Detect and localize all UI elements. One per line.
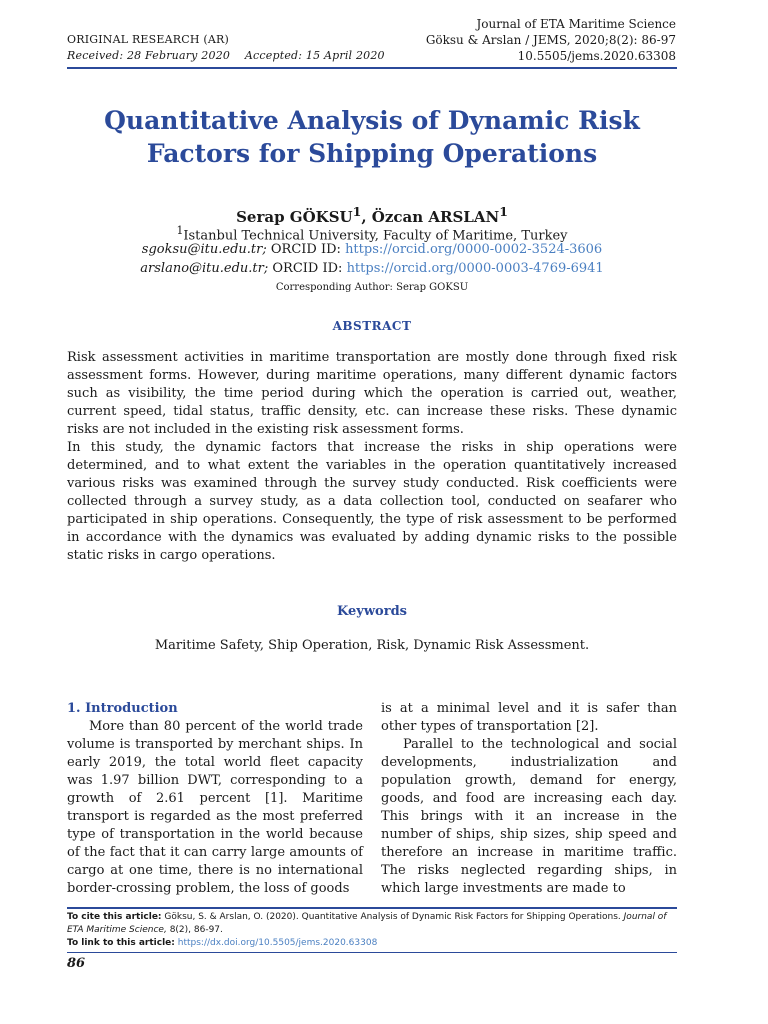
keywords-text: Maritime Safety, Ship Operation, Risk, Dynamic Risk Assessment. [154, 638, 590, 653]
footer-bottom-divider [67, 952, 677, 953]
abstract-body [67, 349, 677, 565]
email-1[interactable]: sgoksu@itu.edu.tr; [141, 242, 267, 257]
body-paragraph: is at a minimal level and it is safer than other types of transportation [2]. [381, 701, 677, 734]
body-paragraph: Parallel to the technological and social developments, industrialization and population growth, demand for energy, goods, and food are increasing each day. This brings with it an increase in the number of ships, ship sizes, ship speed and therefore an increase in maritime traffic. The risks neglected regarding ships, in which large investments are made to [381, 737, 677, 896]
abstract-paragraph-2: In this study, the dynamic factors that increase the risks in ship operations were determined, and to what extent the variables in the operation quantitatively increased various risks was examined through the survey study conducted. Risk coefficients were collected through a survey study, as a data collection tool, conducted on seafarer who participated in ship operations. Consequently, the type of risk assessment to be performed in accordance with the dynamics was evaluated by adding dynamic risks to the possible static risks in cargo operations. [67, 440, 677, 563]
header-divider [67, 67, 677, 69]
author-1-contact [67, 242, 677, 257]
article-meta [67, 32, 385, 64]
author-1: Serap GÖKSU [236, 208, 353, 226]
corresponding-author: Corresponding Author: Serap GOKSU [275, 282, 469, 293]
cite-line [67, 911, 677, 937]
cite-journal: Journal of ETA Maritime Science, [67, 912, 667, 935]
orcid-label-2: ORCID ID: [272, 261, 343, 276]
keywords-heading: Keywords [337, 604, 407, 619]
author-2-sup: 1 [499, 204, 508, 219]
article-type: ORIGINAL RESEARCH (AR) [67, 33, 229, 46]
orcid-link-2[interactable]: https://orcid.org/0000-0003-4769-6941 [346, 261, 604, 276]
doi: 10.5505/jems.2020.63308 [517, 49, 676, 63]
title-line-2: Factors for Shipping Operations [146, 139, 598, 168]
journal-info [426, 16, 676, 64]
body-column-right [381, 700, 677, 898]
orcid-label-1: ORCID ID: [270, 242, 341, 257]
affiliation [67, 224, 677, 243]
email-2[interactable]: arslano@itu.edu.tr; [140, 261, 269, 276]
article-doi-link[interactable]: https://dx.doi.org/10.5505/jems.2020.63308 [177, 938, 378, 948]
citation-footer [67, 911, 677, 950]
body-paragraph: More than 80 percent of the world trade volume is transported by merchant ships. In early 2019, the total world fleet capacity was 1.97 billion DWT, corresponding to a growth of 2.61 percent [1]. Maritime transport is regarded as the most preferred type of transportation in the world because of the fact that it can carry large amounts of cargo at one time, there is no international border-crossing problem, the loss of goods [67, 719, 363, 896]
cite-label: To cite this article: [67, 912, 162, 922]
link-line [67, 937, 677, 950]
author-2-contact [67, 261, 677, 276]
link-label: To link to this article: [67, 938, 175, 948]
cite-text: Göksu, S. & Arslan, O. (2020). Quantitative Analysis of Dynamic Risk Factors for Shipping Operations. [164, 912, 621, 922]
title-line-1: Quantitative Analysis of Dynamic Risk [104, 106, 640, 135]
author-list: Serap GÖKSU$^1$, Özcan ARSLAN$^1$ [236, 204, 508, 226]
section-heading-introduction: 1. Introduction [67, 701, 178, 716]
citation-short: Göksu & Arslan / JEMS, 2020;8(2): 86-97 [425, 33, 676, 47]
affiliation-sup: 1 [176, 224, 184, 237]
orcid-link-1[interactable]: https://orcid.org/0000-0002-3524-3606 [345, 242, 603, 257]
dates [67, 48, 385, 64]
accepted-date: Accepted: 15 April 2020 [244, 49, 385, 62]
abstract-paragraph-1: Risk assessment activities in maritime transportation are mostly done through fixed risk assessment forms. However, during maritime operations, many different dynamic factors such as visibility, the time period during which the operation is carried out, weather, current speed, tidal status, traffic density, etc. can increase these risks. These dynamic risks are not included in the existing risk assessment forms. [67, 350, 677, 437]
abstract-heading: ABSTRACT [332, 319, 412, 333]
author-1-sup: 1 [352, 204, 362, 219]
author-2: Özcan ARSLAN [371, 208, 500, 226]
cite-tail: 8(2), 86-97. [169, 925, 223, 935]
affiliation-text: Istanbul Technical University, Faculty of Maritime, Turkey [183, 228, 568, 244]
body-column-left [67, 700, 363, 898]
journal-name: Journal of ETA Maritime Science [476, 17, 676, 31]
paper-title [67, 104, 677, 170]
received-date: Received: 28 February 2020 [67, 49, 231, 62]
footer-divider [67, 907, 677, 909]
page-number: 86 [67, 956, 86, 971]
